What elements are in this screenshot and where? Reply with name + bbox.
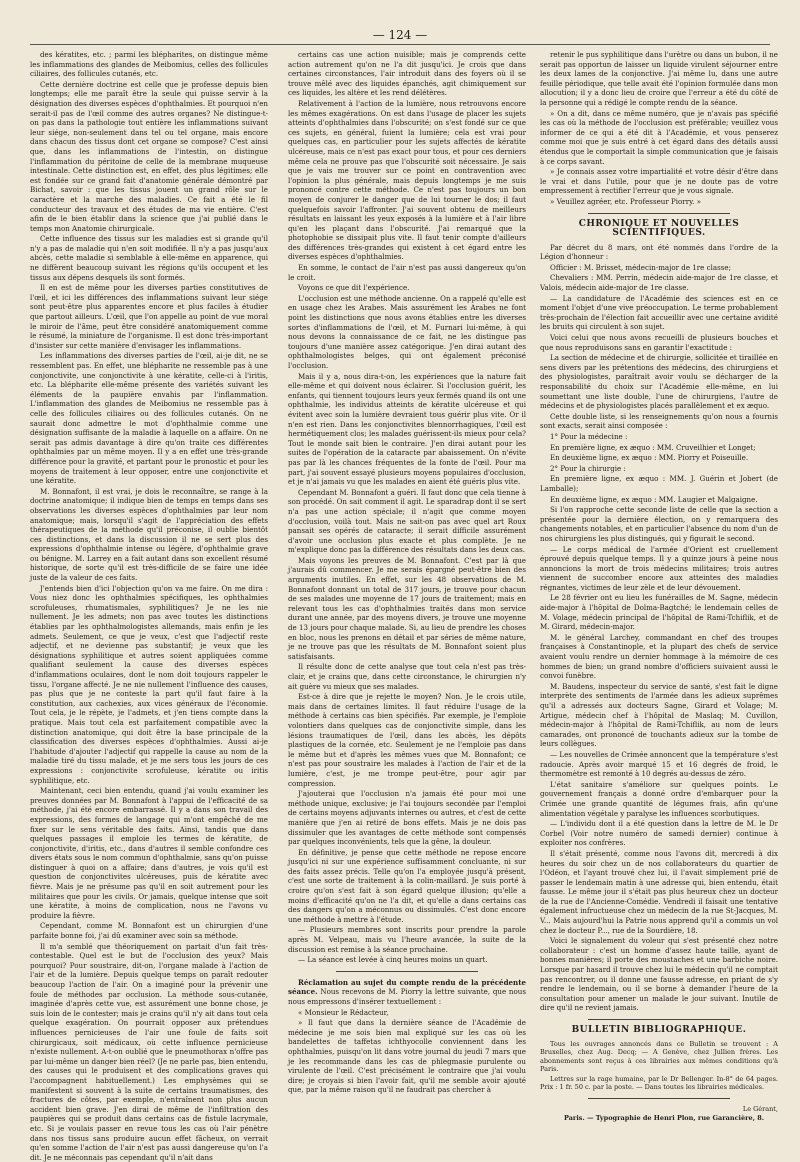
paragraph: L'occlusion est une méthode ancienne. On a rappelé qu'elle est en usage chez les Arabes. Mais assurément les Arabes ne font point les distinctions que nous avons établies entre les diverses sortes d'inflammations de l'œil, et M. Furnari lui-même, à qui nous devons la connaissance de ce fait, ne les distingue pas toujours d'une manière assez catégorique. J'en dirai autant des ophthalmologistes belges, qui ont également préconisé l'occlusion. [288, 293, 526, 370]
paragraph: Les inflammations des diverses parties de l'œil, ai-je dit, ne se ressemblent pas. En effet, une blépharite ne ressemble pas à une conjonctivite, une conjonctivite à une kératite, celle-ci à l'iritis, etc. La blépharite elle-même présente des variétés suivant les éléments de la paupière envahis par l'inflammation. L'inflammation des glandes de Meibomius ne ressemble pas à celle des follicules ciliaires ou des follicules cutanés. On ne saurait donc admettre le mot d'ophthalmie comme une désignation suffisante de la maladie à laquelle on a affaire. On ne serait pas admis davantage à dire qu'on traite ces différentes ophthalmies par un même moyen. Il y a en effet une très-grande différence pour la gravité, et partant pour le pronostic et pour les moyens de traitement à leur opposer, entre une conjonctivite et une kératite. [30, 351, 268, 486]
paragraph: » Je connais assez votre impartialité et votre désir d'être dans le vrai et dans l'utile, pour que je ne doute pas de votre empressement à rectifier l'erreur que je vous signale. [540, 167, 778, 196]
paragraph: Par décret du 8 mars, ont été nommés dans l'ordre de la Légion d'honneur : [540, 242, 778, 262]
paragraph: En deuxième ligne, ex æquo : MM. Laugier et Malgaigne. [550, 494, 758, 504]
paragraph: En première ligne, ex æquo : MM. J. Guérin et Jobert (de Lamballe); [540, 474, 778, 493]
paragraph: M. Bonnafont, il est vrai, je dois le reconnaître, se range à la doctrine anatomique; il indique bien de temps en temps dans ses observations les diverses espèces d'ophthalmies par leur nom anatomique; mais, lorsqu'il s'agit de l'appréciation des effets thérapeutiques de la méthode qu'il préconise, il oublie bientôt ces distinctions, et dans la discussion il ne se sert plus des expressions d'ophthalmie intense ou légère, d'ophthalmie grave ou bénigne. M. Larrey en a fait autant dans son excellent résumé historique, de sorte qu'il est très-difficile de se faire une idée juste de la valeur de ces faits. [30, 486, 268, 583]
paragraph: J'entends bien d'ici l'objection qu'on va me faire. On me dira : Vous niez donc les ophthalmies spécifiques, les ophthalmies scrofuleuses, rhumatismales, syphilitiques? Je ne les nie nullement. Je les admets; non pas avec toutes les distinctions établies par les ophthalmologistes allemands, mais enfin je les admets. Seulement, ce que je veux, c'est que l'adjectif reste adjectif, et ne devienne pas substantif; je veux que les désignations syphilitique et autres soient appliquées comme qualifiant seulement la cause des diverses espèces d'inflammations oculaires, dont le nom doit toujours rappeler le tissu, l'organe affecté. Je ne nie nullement l'influence des causes, pas plus que je ne conteste la part qu'il faut faire à la constitution, aux cachexies, aux vices généraux de l'économie. Tout cela, je le répète, je l'admets, et j'en tiens compte dans la pratique. Mais tout cela est parfaitement compatible avec la distinction anatomique, qui doit être la base principale de la classification des diverses espèces d'ophthalmies. Aussi ai-je l'habitude d'ajouter l'adjectif qui rappelle la cause au nom de la maladie tiré du tissu malade, et je me sers tous les jours de ces expressions : conjonctivite scrofuleuse, kératite ou iritis syphilitique, etc. [30, 583, 268, 785]
paragraph: M. Baudens, inspecteur du service de santé, s'est fait le digne interprète des sentiments de l'armée dans les adieux suprêmes qu'il a adressés aux docteurs Sagne, Girard et Volage; M. Artigue, médecin chef à l'hôpital de Maslaq; M. Cuvillon, médecin-major à l'hôpital de Rami-Tchiflik, au nom de leurs camarades, ont prononcé de touchants adieux sur la tombe de leurs collègues. [540, 681, 778, 749]
reclamation-intro: Nous recevons de M. Piorry la lettre suivante, que nous nous empressons d'insérer textuellement : [288, 987, 526, 1006]
page-number: — 124 — [372, 28, 428, 42]
paragraph: Cette double liste, si les renseignements qu'on nous a fournis sont exacts, serait ainsi composée : [540, 411, 778, 431]
section-rule [588, 1098, 731, 1099]
paragraph: Mais voyons les preuves de M. Bonnafont. C'est par là que j'aurais dû commencer. Je me serais épargné peut-être bien des arguments inutiles. En effet, sur les 48 observations de M. Bonnafont donnant un total de 317 jours, je trouve pour chacun de ses malades une moyenne de 17 jours de traitement; mais en relevant tous les cas d'ophthalmies traités dans mon service durant une année, par des moyens divers, je trouve une moyenne de 13 jours pour chaque malade. Si, au lieu de prendre les choses en bloc, nous les prenons en détail et par séries de même nature, je ne trouve pas que les résultats de M. Bonnafont soient plus satisfaisants. [288, 555, 526, 661]
paragraph: Voici le signalement du voleur qui s'est présenté chez notre collaborateur : c'est un homme d'assez haute taille, ayant de bonnes manières; il porte des moustaches et une barbiche noire. Lorsque par hasard il trouve chez lui le médecin qu'il ne comptait pas rencontrer, ou il donne une fausse adresse, en priant de s'y rendre le lendemain, ou il se borne à demander l'heure de la consultation pour amener un malade le jour suivant. Inutile de dire qu'il ne revient jamais. [540, 936, 778, 1013]
paragraph: M. le général Larchey, commandant en chef des troupes françaises à Constantinople, et la plupart des chefs de service avaient voulu rendre un dernier hommage à la mémoire de ces hommes de bien; un grand nombre d'officiers suivaient aussi le convoi funèbre. [540, 632, 778, 681]
paragraph: — Le corps médical de l'armée d'Orient est cruellement éprouvé depuis quelque temps. Il y a quinze jours à peine nous annoncions la mort de trois médecins militaires; trois autres viennent de succomber encore aux atteintes des maladies régnantes, victimes de leur zèle et de leur dévouement. [540, 544, 778, 592]
signature: » Veuillez agréer, etc. Professeur Piorry. » [550, 196, 701, 206]
paragraph: Il s'était présenté, comme nous l'avons dit, mercredi à dix heures du soir chez un de nos collaborateurs du quartier de l'Odéon, et l'ayant trouvé chez lui, il l'avait simplement prié de passer le lendemain matin à une adresse qui, bien entendu, était fausse. Le même jour il s'était pas plus heureux chez un docteur de la rue de l'Ancienne-Comédie. Vendredi il faisait une tentative également infructueuse chez un médecin de la rue St-Jacques, M. V... Mais aujourd'hui la Patrie nous apprend qu'il a commis un vol chez le docteur P..., rue de la Sourdière, 18. [540, 848, 778, 935]
paragraph: Il m'a semblé que théoriquement on partait d'un fait très-contestable. Quel est le but de l'occlusion des yeux? Mais pourquoi? Pour soustraire, dit-on, l'organe malade à l'action de l'air et de la lumière. Depuis quelque temps on paraît redouter beaucoup l'action de l'air. On a imaginé pour la prévenir une foule de méthodes par occlusion. La méthode sous-cutanée, imaginée d'après cette vue, est assurément une bonne chose, je suis loin de le contester; mais je crains qu'il n'y ait dans tout cela quelque exagération. On pourrait opposer aux prétendues influences pernicieuses de l'air une foule de faits soit chirurgicaux, soit médicaux, où cette influence pernicieuse n'existe nullement. A-t-on oublié que le pneumothorax n'offre pas par lui-même un danger bien réel? (Je ne parle pas, bien entendu, des causes qui le produisent et des complications graves qui l'accompagnent habituellement.) Les emphysèmes qui se manifestent si souvent à la suite de certains traumatismes, des fractures de côtes, par exemple, n'entraînent non plus aucun accident bien grave. J'en dirai de même de l'infiltration des paupières qui se produit dans certains cas de fistule lacrymale, etc. Si je voulais passer en revue tous les cas où l'air pénètre dans nos tissus sans produire aucun effet fâcheux, on verrait qu'en somme l'action de l'air n'est pas aussi dangereuse qu'on l'a dit. Je ne méconnais pas cependant qu'il n'ait dans [30, 941, 268, 1162]
paragraph: — La candidature de l'Académie des sciences est en ce moment l'objet d'une vive préoccupation. Le terme probablement très-prochain de l'élection fait accueillir avec une certaine avidité les bruits qui circulent à son sujet. [540, 293, 778, 332]
reclamation-title: Réclamation au sujet du compte rendu de la précédente séance. [288, 977, 526, 997]
paragraph: En deuxième ligne, ex æquo : MM. Piorry et Poiseuille. [550, 453, 749, 463]
paragraph: Voyons ce que dit l'expérience. [298, 283, 410, 293]
paragraph: Tous les ouvrages annoncés dans ce Bulletin se trouvent : A Bruxelles, chez Aug. Decq; — A Genève, chez Jullien frères. Les abonnements sont reçus à ces librairies aux mêmes conditions qu'à Paris. [540, 1039, 778, 1074]
paragraph: Cette influence des tissus sur les maladies est si grande qu'il n'y a pas de maladie qui n'en soit modifiée. Il n'y a pas jusqu'aux abcès, cette maladie si semblable à elle-même en apparence, qui ne diffèrent beaucoup suivant les régions qu'ils occupent et les tissus aux dépens desquels ils sont formés. [30, 234, 268, 282]
paragraph: Cependant M. Bonnafont a guéri. Il faut donc que cela tienne à son procédé. On sait comment il agit. Le sparadrap dont il se sert n'a pas une action spéciale; il n'agit que comme moyen d'occlusion, voilà tout. Mais ne sait-on pas avec quel art Roux pansait ses opérés de cataracte; il serait difficile assurément d'avoir une occlusion plus exacte et plus complète. Je ne m'explique donc pas la différence des résultats dans les deux cas. [288, 487, 526, 555]
paragraph: En première ligne, ex æquo : MM. Cruveilhier et Longet; [550, 442, 756, 452]
paragraph: Lettres sur la rage humaine, par le Dr Bellenger. In-8° de 64 pages. Prix : 1 fr. 50 c. par la poste. — Dans toutes les librairies médicales. [540, 1074, 778, 1092]
column-2 [288, 50, 526, 1145]
paragraph: Si l'on rapproche cette seconde liste de celle que la section a présentée pour la dernière élection, on y remarquera des changements notables, et en particulier l'absence du nom d'un de nos chirurgiens les plus distingués, qui y figurait le second. [540, 505, 778, 543]
paragraph: Mais il y a, nous dira-t-on, les expériences que la nature fait elle-même et qui doivent nous éclairer. Si l'occlusion guérit, les enfants, qui tiennent toujours leurs yeux fermés quand ils ont une ophthalmie, les individus atteints de kératite ulcéreuse et qui évitent avec soin la lumière devraient tous guérir plus vite. Or il n'en est rien. Dans les conjonctivites blennorrhagiques, l'œil est hermétiquement clos; les malades guérissent-ils mieux pour cela? Tout le monde sait bien le contraire. J'en dirai autant pour les suites de l'opération de la cataracte par abaissement. On n'évite pas par là les chances fréquentes de la fonte de l'œil. Pour ma part, j'ai souvent essayé plusieurs moyens populaires d'occlusion, et je n'ai jamais vu que les malades en aient été guéris plus vite. [288, 371, 526, 487]
paragraph: des kératites, etc. ; parmi les blépharites, on distingue même les inflammations des glandes de Meibomius, celles des follicules ciliaires, des follicules cutanés, etc. [30, 50, 268, 79]
paragraph: Maintenant, ceci bien entendu, quand j'ai voulu examiner les preuves données par M. Bonnafont à l'appui de l'efficacité de sa méthode, j'ai été encore embarrassé. Il y a dans son travail des expressions, des formes de langage qui m'ont empêché de me fixer sur le sens véritable des faits. Ainsi, tandis que dans quelques passages il emploie les termes de kératite, de conjonctivite, d'iritis, etc., dans d'autres il semble confondre ces divers états sous le nom commun d'ophthalmie, sans qu'on puisse distinguer à quoi on a affaire; dans d'autres, je vois qu'il est question de conjonctivites ulcéreuses, puis de kératite avec fièvre. Mais je ne présume pas qu'il en soit autrement pour les militaires que pour les civils. Or jamais, quelque intense que soit une kératite, à moins de complication, nous ne l'avons vu produire la fièvre. [30, 786, 268, 920]
letter-paragraph: » Il faut que dans la dernière séance de l'Académie de médecine je me sois bien mal expliqué sur les cas où les bandelettes de taffetas ichthyocolle conviennent dans les ophthalmies, puisqu'on lit dans votre journal du jeudi 7 mars que je les recommande dans les cas de phlegmasie purulente ou virulente de l'œil. C'est précisément le contraire que j'ai voulu dire; je croyais si bien l'avoir fait, qu'il me semble avoir ajouté que, par la même raison qu'il ne faudrait pas chercher à [288, 1018, 526, 1095]
reclamation-paragraph [288, 978, 526, 1007]
printer-line: Paris. — Typographie de Henri Plon, rue Garancière, 8. [563, 1114, 765, 1123]
paragraph: — Plusieurs membres sont inscrits pour prendre la parole après M. Velpeau, mais vu l'heure avancée, la suite de la discussion est remise à la séance prochaine. [288, 925, 526, 954]
paragraph: Il en est de même pour les diverses parties constitutives de l'œil, et ici les différences des inflammations suivant leur siége sont peut-être plus apparentes encore et plus faciles à étudier que partout ailleurs. L'œil, que l'on appelle au point de vue moral le miroir de l'âme, peut être considéré anatomiquement comme le résumé, la miniature de l'organisme. Il est donc très-important d'insister sur cette manière d'envisager les inflammations. [30, 283, 268, 350]
paragraph: Voici celui que nous avons recueilli de plusieurs bouches et que nous reproduisons sans en garantir l'exactitude : [540, 333, 778, 352]
paragraph: 1° Pour la médecine : [550, 431, 628, 441]
paragraph: certains cas une action nuisible; mais je comprends cette action autrement qu'on ne l'a dit jusqu'ici. Je crois que dans certaines circonstances, l'air introduit dans des foyers où il se trouve mêlé avec des liquides épanchés, agit chimiquement sur ces liquides, les altère et les rend délétères. [288, 50, 526, 98]
paragraph: Cette dernière doctrine est celle que je professe depuis bien longtemps; elle me paraît être la seule qui puisse servir à la désignation des diverses espèces d'ophthalmies. Et pourquoi n'en serait-il pas de l'œil comme des autres organes? Ne distingue-t-on pas dans la pathologie tout entière les inflammations suivant leur siége, non-seulement dans tel ou tel organe, mais encore dans chacun des tissus dont cet organe se compose? C'est ainsi que, dans les inflammations de l'intestin, on distingue l'inflammation du péritoine de celle de la membrane muqueuse intestinale. Cette distinction est, en effet, des plus légitimes; elle est fondée sur ce grand fait d'anatomie générale démontré par Bichat, savoir : que les tissus jouent un grand rôle sur le caractère et la marche des maladies. Ce fait a été le fil conducteur des travaux et des études de ma vie entière. C'est afin de le bien établir dans la science que j'ai publié dans le temps mon Anatomie chirurgicale. [30, 79, 268, 233]
paragraph: En somme, le contact de l'air n'est pas aussi dangereux qu'on le croit. [288, 263, 526, 282]
paragraph: 2° Pour la chirurgie : [550, 463, 626, 473]
paragraph: — L'individu dont il a été question dans la lettre de M. le Dr Corbel (Voir notre numéro de samedi dernier) continue à exploiter nos confrères. [540, 819, 778, 848]
paragraph: Chevaliers : MM. Perrin, médecin aide-major de 1re classe, et Valois, médecin aide-major de 1re classe. [540, 273, 778, 293]
section-rule [588, 1019, 731, 1020]
paragraph: Officier : M. Brisset, médecin-major de 1re classe; [550, 262, 731, 272]
paragraph: retenir le pus syphilitique dans l'urètre ou dans un bubon, il ne serait pas opportun de laisser un liquide virulent séjourner entre les deux lames de la conjonctive. J'ai même lu, dans une autre feuille périodique, que telle avait été l'opinion formulée dans mon allocution; il y a donc lieu de croire que l'erreur a été du côté de la personne qui a rédigé le compte rendu de la séance. [540, 50, 778, 107]
paragraph: La section de médecine et de chirurgie, sollicitée et tiraillée en sens divers par les prétentions des médecins, des chirurgiens et des physiologistes, paraîtrait avoir voulu se décharger de la responsabilité du choix sur l'Académie elle-même, en lui soumettant une liste double, l'une de chirurgiens, l'autre de médecins et de physiologistes placés parallèlement et ex æquo. [540, 353, 778, 411]
paragraph: » On a dit, dans ce même numéro, que je n'avais pas spécifié les cas où la méthode de l'occlusion est préférable; veuillez vous informer de ce qui a été dit à l'Académie, et vous penserez comme moi que je suis entré à cet égard dans des détails aussi étendus que le comportait la simple communication que je faisais à ce corps savant. [540, 108, 778, 166]
paragraph: En définitive, je pense que cette méthode ne repose encore jusqu'ici ni sur une expérience suffisamment concluante, ni sur des faits assez précis. Telle qu'on l'a employée jusqu'à présent, c'est une sorte de traitement à la colin-maillard. Je suis porté à croire qu'on s'est fait à son égard quelque illusion; qu'elle a moins d'efficacité qu'on ne l'a dit, et qu'elle a dans certains cas des dangers qu'on a méconnus ou dissimulés. C'est donc encore une méthode à mettre à l'étude. [288, 847, 526, 924]
header-rule [30, 44, 770, 45]
gerant-label: Le Gérant, [742, 1104, 778, 1113]
paragraph: — La séance est levée à cinq heures moins un quart. [298, 955, 488, 965]
paragraph: Cependant, comme M. Bonnafont est un chirurgien d'une parfaite bonne foi, j'ai dû examiner avec soin sa méthode. [30, 921, 268, 941]
letter-paragraph: « Monsieur le Rédacteur, [298, 1007, 389, 1017]
paragraph: Est-ce à dire que je rejette le moyen? Non. Je le crois utile, mais dans de certaines limites. Il faut réduire l'usage de la méthode à certains cas bien spécifiés. Par exemple, je l'emploie volontiers dans quelques cas de conjonctivite simple, dans les lésions traumatiques de l'œil, dans les abcès, les dépôts plastiques de la cornée, etc. Seulement je ne l'emploie pas dans le même but et d'après les mêmes vues que M. Bonnafont; ce n'est pas pour soustraire les malades à l'action de l'air et de la lumière, c'est, je me trompe peut-être, pour agir par compression. [288, 692, 526, 788]
section-rule [588, 213, 731, 214]
column-1 [30, 50, 268, 1162]
paragraph: — Les nouvelles de Crimée annoncent que la température s'est radoucie. Après avoir marqué 15 et 16 degrés de froid, le thermomètre est remonté à 10 degrés au-dessus de zéro. [540, 749, 778, 779]
paragraph: Relativement à l'action de la lumière, nous retrouvons encore les mêmes exagérations. On est dans l'usage de placer les sujets atteints d'ophthalmies dans l'obscurité; on s'est fondé sur ce que ces sujets, en général, fuient la lumière; cela est vrai pour quelques cas, en particulier pour les sujets affectés de kératite ulcéreuse, mais ce n'est pas exact pour tous, et pour ces derniers même cela ne prouve pas que l'obscurité soit nécessaire. Je sais que je vais me trouver sur ce point en contravention avec l'opinion la plus générale, mais depuis longtemps je me suis prononcé contre cette méthode. Ce n'est pas toujours un bon moyen de conjurer le danger que de lui tourner le dos; il faut quelquefois savoir l'affronter. J'ai souvent obtenu de meilleurs résultats en laissant les yeux exposés à la lumière et à l'air libre qu'en les plaçant dans l'obscurité. J'ai remarqué que la photophobie se dissipait plus vite. Il faut tenir compte d'ailleurs des différences très-grandes qui existent à cet égard entre les diverses espèces d'ophthalmies. [288, 98, 526, 262]
paragraph: Le 28 février ont eu lieu les funérailles de M. Sagne, médecin aide-major à l'hôpital de Dolma-Bagtché; le lendemain celles de M. Volage, médecin principal de l'hôpital de Rami-Tchiflik, et de M. Girard, médecin-major. [540, 593, 778, 632]
bulletin-heading: BULLETIN BIBLIOGRAPHIQUE. [571, 1025, 747, 1035]
section-rule [336, 971, 479, 972]
paragraph: L'état sanitaire s'améliore sur quelques points. Le gouvernement français a donné ordre d'embarquer pour la Crimée une grande quantité de légumes frais, afin qu'une alimentation végétale y paralyse les influences scorbutiques. [540, 779, 778, 818]
paragraph: J'ajouterai que l'occlusion n'a jamais été pour moi une méthode unique, exclusive; je l'ai toujours secondée par l'emploi de certains moyens adjuvants internes ou autres, et c'est de cette manière que j'en ai retiré de bons effets. Mais je ne dois pas dissimuler que les avantages de cette méthode sont compensés par quelques inconvénients, tels que la gêne, la douleur. [288, 789, 526, 847]
paragraph: Il résulte donc de cette analyse que tout cela n'est pas très-clair, et je crains que, dans cette circonstance, le chirurgien n'y ait guère vu mieux que ses malades. [288, 662, 526, 691]
chronicle-heading: CHRONIQUE ET NOUVELLES SCIENTIFIQUES. [578, 218, 740, 239]
column-3 [540, 50, 778, 1145]
